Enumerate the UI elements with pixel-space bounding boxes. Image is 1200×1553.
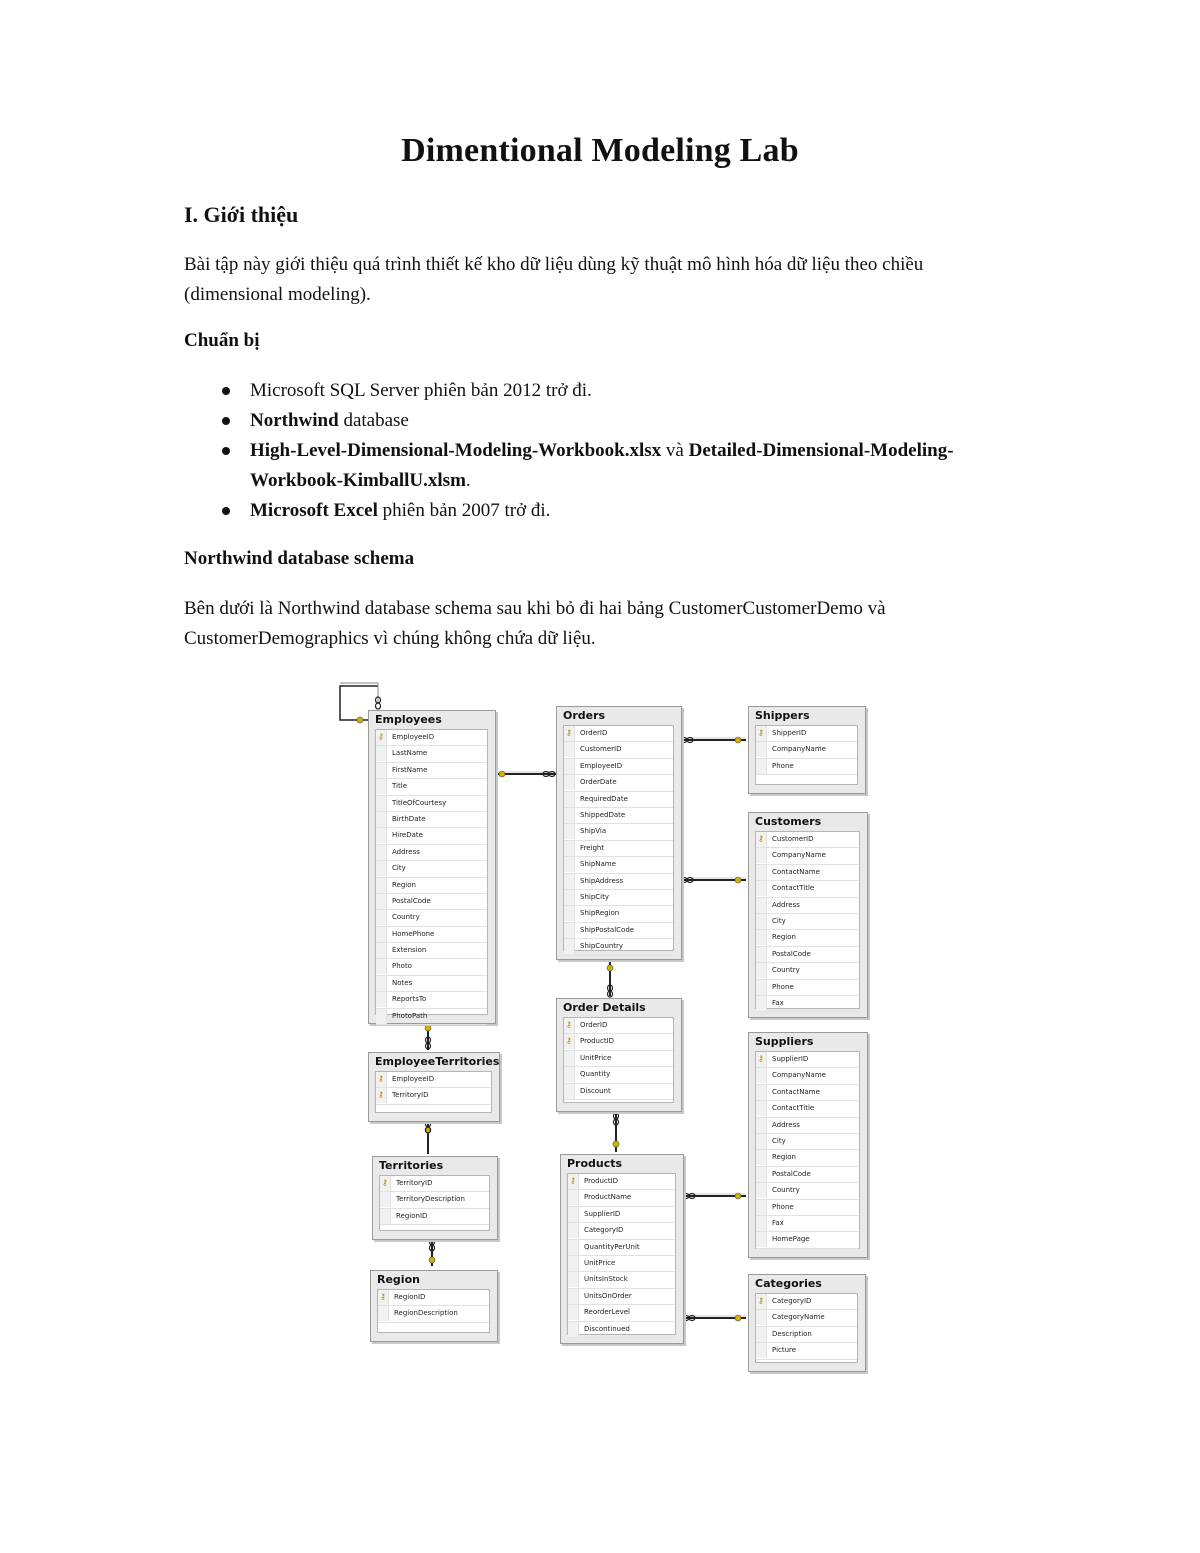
- column-name: UnitsOnOrder: [584, 1291, 632, 1300]
- table-column: [376, 1088, 491, 1104]
- row-selector: [756, 1216, 767, 1231]
- column-name: ShipCountry: [580, 942, 624, 951]
- column-name: CategoryID: [584, 1226, 624, 1235]
- column-name: City: [772, 1136, 786, 1145]
- row-selector: [568, 1240, 579, 1255]
- table-column: [564, 939, 673, 955]
- row-selector: [564, 841, 575, 856]
- table-order-details[interactable]: [556, 998, 682, 1112]
- table-column: [376, 763, 487, 779]
- column-name: ProductID: [584, 1177, 619, 1185]
- row-selector: [756, 1200, 767, 1215]
- table-territories[interactable]: [372, 1156, 498, 1240]
- table-column: [756, 947, 859, 963]
- schema-paragraph: Bên dưới là Northwind database schema sau khi bỏ đi hai bảng CustomerCustomerDemo và CustomerDemographics vì chúng không chứa dữ liệu.: [184, 598, 886, 649]
- table-column: [568, 1256, 675, 1272]
- list-item: Microsoft Excel phiên bản 2007 trở đi.: [184, 496, 1004, 526]
- row-selector: [376, 943, 387, 958]
- column-name: OrderID: [580, 1021, 608, 1029]
- table-name: Employees: [375, 713, 442, 726]
- column-name: Fax: [772, 998, 784, 1007]
- list-item: Microsoft SQL Server phiên bản 2012 trở đi.: [184, 376, 1004, 406]
- column-list: [375, 1071, 492, 1113]
- table-employee-territories[interactable]: [368, 1052, 500, 1122]
- row-selector: [376, 927, 387, 942]
- table-categories[interactable]: [748, 1274, 866, 1372]
- table-column: [376, 861, 487, 877]
- column-name: ShippedDate: [580, 810, 626, 819]
- row-selector: [756, 1118, 767, 1133]
- row-selector: [564, 939, 575, 954]
- table-column: [756, 980, 859, 996]
- row-selector: [756, 865, 767, 880]
- column-name: Fax: [772, 1218, 784, 1227]
- table-column: [756, 1327, 857, 1343]
- table-column: [376, 992, 487, 1008]
- row-selector: [376, 779, 387, 794]
- row-selector: [564, 906, 575, 921]
- table-column: [564, 775, 673, 791]
- table-column: [756, 1294, 857, 1310]
- row-selector: [568, 1322, 579, 1337]
- table-column: [756, 848, 859, 864]
- column-list: [755, 1293, 858, 1363]
- column-name: Region: [772, 933, 796, 942]
- row-selector: [756, 1134, 767, 1149]
- row-selector: [756, 742, 767, 757]
- primary-key-icon: ⚷: [758, 1296, 764, 1305]
- row-selector: [564, 1067, 575, 1082]
- table-column: [378, 1306, 489, 1322]
- column-name: CategoryName: [772, 1313, 825, 1322]
- row-selector: [564, 923, 575, 938]
- column-name: CompanyName: [772, 745, 826, 754]
- row-selector: [564, 857, 575, 872]
- primary-key-icon: ⚷: [378, 732, 384, 741]
- column-list: [567, 1173, 676, 1335]
- row-selector: [380, 1192, 391, 1207]
- table-column: [376, 796, 487, 812]
- table-column: [568, 1223, 675, 1239]
- table-column: [756, 1052, 859, 1068]
- primary-key-icon: ⚷: [758, 728, 764, 737]
- row-selector: [568, 1190, 579, 1205]
- table-column: [756, 865, 859, 881]
- row-selector: [756, 914, 767, 929]
- table-column: [756, 930, 859, 946]
- row-selector: [564, 874, 575, 889]
- column-name: HireDate: [392, 831, 423, 840]
- row-selector: [756, 996, 767, 1011]
- section-heading-intro: I. Giới thiệu: [184, 202, 299, 227]
- table-column: [568, 1289, 675, 1305]
- column-name: PostalCode: [772, 949, 811, 958]
- primary-key-icon: ⚷: [566, 728, 572, 737]
- column-name: ShipperID: [772, 729, 807, 737]
- table-column: [564, 1084, 673, 1100]
- table-name: EmployeeTerritories: [375, 1055, 500, 1068]
- column-name: CustomerID: [580, 745, 622, 754]
- column-name: CustomerID: [772, 835, 814, 843]
- table-column: [564, 792, 673, 808]
- table-column: [378, 1290, 489, 1306]
- table-column: [756, 1216, 859, 1232]
- table-region[interactable]: [370, 1270, 498, 1342]
- column-name: ProductID: [580, 1037, 615, 1046]
- column-name: LastName: [392, 749, 428, 758]
- column-name: ReorderLevel: [584, 1308, 630, 1317]
- column-name: QuantityPerUnit: [584, 1242, 640, 1251]
- table-column: [756, 1200, 859, 1216]
- column-name: Freight: [580, 843, 605, 852]
- table-shippers[interactable]: [748, 706, 866, 794]
- row-selector: [568, 1256, 579, 1271]
- table-column: [564, 1051, 673, 1067]
- column-name: CompanyName: [772, 1071, 826, 1080]
- column-name: ProductName: [584, 1193, 632, 1202]
- primary-key-icon: ⚷: [758, 1054, 764, 1063]
- column-list: [377, 1289, 490, 1333]
- table-column: [568, 1322, 675, 1338]
- row-selector: [376, 746, 387, 761]
- table-column: [564, 824, 673, 840]
- table-column: [756, 1183, 859, 1199]
- primary-key-icon: ⚷: [566, 1036, 572, 1046]
- table-column: [568, 1207, 675, 1223]
- column-name: Photo: [392, 962, 412, 971]
- primary-key-icon: ⚷: [570, 1176, 576, 1185]
- column-name: EmployeeID: [580, 761, 623, 770]
- table-name: Suppliers: [755, 1035, 814, 1048]
- row-selector: [568, 1223, 579, 1238]
- table-column: [564, 890, 673, 906]
- column-name: Title: [392, 782, 408, 791]
- row-selector: [756, 1183, 767, 1198]
- row-selector: [756, 1327, 767, 1342]
- row-selector: [568, 1207, 579, 1222]
- row-selector: [756, 963, 767, 978]
- column-name: Country: [772, 966, 800, 975]
- table-column: [756, 1134, 859, 1150]
- column-name: UnitsInStock: [584, 1275, 628, 1284]
- column-list: [755, 725, 858, 785]
- column-name: RegionID: [396, 1211, 428, 1220]
- table-column: [564, 1034, 673, 1050]
- row-selector: [564, 824, 575, 839]
- table-column: [376, 910, 487, 926]
- table-column: [376, 812, 487, 828]
- table-column: [376, 976, 487, 992]
- column-name: ShipCity: [580, 892, 609, 901]
- table-column: [380, 1176, 489, 1192]
- column-name: TitleOfCourtesy: [392, 798, 447, 807]
- column-name: UnitPrice: [580, 1053, 612, 1062]
- table-column: [756, 996, 859, 1012]
- table-column: [756, 1085, 859, 1101]
- column-name: TerritoryID: [396, 1179, 433, 1187]
- list-item: Northwind database: [184, 406, 1004, 436]
- table-column: [376, 943, 487, 959]
- column-name: Address: [392, 847, 420, 856]
- column-name: Address: [772, 900, 800, 909]
- table-orders[interactable]: [556, 706, 682, 960]
- column-name: RequiredDate: [580, 794, 628, 803]
- table-column: [564, 759, 673, 775]
- northwind-schema-diagram: [338, 678, 870, 1378]
- table-name: Order Details: [563, 1001, 646, 1014]
- row-selector: [756, 930, 767, 945]
- table-column: [756, 1150, 859, 1166]
- column-name: City: [772, 916, 786, 925]
- table-column: [564, 857, 673, 873]
- row-selector: [378, 1306, 389, 1321]
- table-name: Products: [567, 1157, 623, 1170]
- table-column: [756, 1310, 857, 1326]
- row-selector: [376, 910, 387, 925]
- table-column: [376, 828, 487, 844]
- column-name: Phone: [772, 761, 794, 770]
- column-name: PostalCode: [392, 896, 431, 905]
- row-selector: [756, 1232, 767, 1247]
- table-column: [564, 841, 673, 857]
- table-column: [756, 898, 859, 914]
- table-column: [756, 1167, 859, 1183]
- table-column: [376, 779, 487, 795]
- table-column: [376, 878, 487, 894]
- column-name: BirthDate: [392, 814, 426, 823]
- row-selector: [376, 845, 387, 860]
- table-column: [564, 874, 673, 890]
- table-name: Region: [377, 1273, 420, 1286]
- table-column: [568, 1272, 675, 1288]
- column-name: UnitPrice: [584, 1258, 616, 1267]
- column-name: ContactName: [772, 1087, 820, 1096]
- row-selector: [564, 759, 575, 774]
- row-selector: [756, 947, 767, 962]
- row-selector: [756, 1068, 767, 1083]
- row-selector: [568, 1305, 579, 1320]
- primary-key-icon: ⚷: [378, 1090, 384, 1100]
- table-column: [756, 1101, 859, 1117]
- column-name: ShipRegion: [580, 909, 620, 918]
- table-column: [564, 808, 673, 824]
- column-name: Discontinued: [584, 1324, 630, 1333]
- table-column: [756, 963, 859, 979]
- row-selector: [756, 1085, 767, 1100]
- column-name: HomePhone: [392, 929, 435, 938]
- table-column: [564, 906, 673, 922]
- table-column: [756, 881, 859, 897]
- column-list: [563, 1017, 674, 1103]
- table-column: [380, 1209, 489, 1225]
- column-name: CategoryID: [772, 1297, 812, 1305]
- column-name: ShipAddress: [580, 876, 624, 885]
- column-name: CompanyName: [772, 851, 826, 860]
- column-name: HomePage: [772, 1235, 810, 1244]
- row-selector: [564, 890, 575, 905]
- column-list: [755, 831, 860, 1009]
- primary-key-icon: ⚷: [378, 1074, 384, 1083]
- row-selector: [756, 1167, 767, 1182]
- column-name: ContactTitle: [772, 1104, 815, 1113]
- row-selector: [564, 1051, 575, 1066]
- table-name: Categories: [755, 1277, 822, 1290]
- column-name: ShipVia: [580, 827, 607, 836]
- column-list: [379, 1175, 490, 1231]
- column-list: [375, 729, 488, 1020]
- row-selector: [376, 894, 387, 909]
- table-column: [376, 845, 487, 861]
- primary-key-icon: ⚷: [566, 1020, 572, 1029]
- column-name: Phone: [772, 982, 794, 991]
- column-name: PostalCode: [772, 1169, 811, 1178]
- column-name: SupplierID: [584, 1209, 621, 1218]
- prep-heading: Chuẩn bị: [184, 330, 260, 351]
- schema-heading: Northwind database schema: [184, 548, 415, 569]
- primary-key-icon: ⚷: [380, 1292, 386, 1301]
- column-name: Country: [392, 913, 420, 922]
- table-column: [756, 1068, 859, 1084]
- row-selector: [568, 1272, 579, 1287]
- table-column: [564, 923, 673, 939]
- row-selector: [564, 742, 575, 757]
- column-name: ShipPostalCode: [580, 925, 635, 934]
- column-name: Region: [772, 1153, 796, 1162]
- table-column: [376, 1072, 491, 1088]
- column-name: EmployeeID: [392, 1075, 435, 1083]
- column-list: [563, 725, 674, 951]
- column-list: [755, 1051, 860, 1249]
- row-selector: [376, 878, 387, 893]
- table-name: Orders: [563, 709, 606, 722]
- prep-list: [184, 376, 1004, 526]
- table-column: [756, 742, 857, 758]
- table-column: [568, 1174, 675, 1190]
- row-selector: [756, 1150, 767, 1165]
- table-column: [564, 1067, 673, 1083]
- list-item: High-Level-Dimensional-Modeling-Workbook.xlsx và Detailed-Dimensional-Modeling-Workbook-KimballU.xlsm.: [184, 436, 1004, 496]
- table-column: [756, 832, 859, 848]
- column-name: Region: [392, 880, 416, 889]
- table-column: [756, 1118, 859, 1134]
- row-selector: [376, 828, 387, 843]
- row-selector: [756, 980, 767, 995]
- row-selector: [756, 1101, 767, 1116]
- row-selector: [376, 959, 387, 974]
- table-column: [568, 1190, 675, 1206]
- table-column: [376, 959, 487, 975]
- column-name: TerritoryDescription: [396, 1195, 465, 1204]
- column-name: RegionDescription: [394, 1309, 458, 1318]
- table-column: [376, 1009, 487, 1025]
- column-name: Country: [772, 1186, 800, 1195]
- table-column: [564, 742, 673, 758]
- column-name: ContactName: [772, 867, 820, 876]
- row-selector: [376, 992, 387, 1007]
- column-name: Description: [772, 1329, 812, 1338]
- table-column: [756, 1343, 857, 1359]
- column-name: ShipName: [580, 860, 616, 869]
- row-selector: [380, 1209, 391, 1224]
- row-selector: [756, 881, 767, 896]
- primary-key-icon: ⚷: [758, 834, 764, 843]
- table-column: [376, 927, 487, 943]
- table-column: [756, 726, 857, 742]
- row-selector: [756, 759, 767, 774]
- table-column: [564, 726, 673, 742]
- table-column: [756, 914, 859, 930]
- row-selector: [564, 1084, 575, 1099]
- primary-key-icon: ⚷: [382, 1178, 388, 1187]
- table-customers[interactable]: [748, 812, 868, 1018]
- table-column: [568, 1240, 675, 1256]
- row-selector: [376, 861, 387, 876]
- column-name: ReportsTo: [392, 995, 427, 1004]
- column-name: Address: [772, 1120, 800, 1129]
- row-selector: [756, 1343, 767, 1358]
- table-column: [756, 1232, 859, 1248]
- column-name: Picture: [772, 1346, 797, 1355]
- row-selector: [564, 792, 575, 807]
- column-name: Discount: [580, 1086, 611, 1095]
- table-suppliers[interactable]: [748, 1032, 868, 1258]
- column-name: ContactTitle: [772, 884, 815, 893]
- table-name: Customers: [755, 815, 822, 828]
- row-selector: [756, 848, 767, 863]
- table-column: [376, 746, 487, 762]
- table-column: [756, 759, 857, 775]
- column-name: Notes: [392, 978, 413, 987]
- row-selector: [564, 775, 575, 790]
- table-employees[interactable]: [368, 710, 496, 1024]
- table-name: Shippers: [755, 709, 810, 722]
- row-selector: [376, 1009, 387, 1024]
- row-selector: [756, 898, 767, 913]
- column-name: TerritoryID: [392, 1091, 429, 1100]
- column-name: EmployeeID: [392, 733, 435, 741]
- row-selector: [756, 1310, 767, 1325]
- table-name: Territories: [379, 1159, 444, 1172]
- column-name: Phone: [772, 1202, 794, 1211]
- row-selector: [564, 808, 575, 823]
- table-column: [564, 1018, 673, 1034]
- intro-paragraph: Bài tập này giới thiệu quá trình thiết kế kho dữ liệu dùng kỹ thuật mô hình hóa dữ liệu theo chiều (dimensional modeling).: [184, 254, 924, 305]
- table-products[interactable]: [560, 1154, 684, 1344]
- column-name: OrderID: [580, 729, 608, 737]
- row-selector: [376, 812, 387, 827]
- table-column: [376, 894, 487, 910]
- column-name: Quantity: [580, 1070, 611, 1079]
- column-name: City: [392, 864, 406, 873]
- table-column: [568, 1305, 675, 1321]
- row-selector: [376, 796, 387, 811]
- column-name: SupplierID: [772, 1055, 809, 1063]
- table-column: [376, 730, 487, 746]
- row-selector: [376, 976, 387, 991]
- column-name: FirstName: [392, 765, 428, 774]
- column-name: PhotoPath: [392, 1011, 428, 1020]
- column-name: Extension: [392, 946, 427, 955]
- column-name: RegionID: [394, 1293, 426, 1301]
- row-selector: [376, 763, 387, 778]
- document-title: Dimentional Modeling Lab: [401, 132, 799, 169]
- table-column: [380, 1192, 489, 1208]
- column-name: OrderDate: [580, 778, 617, 787]
- row-selector: [568, 1289, 579, 1304]
